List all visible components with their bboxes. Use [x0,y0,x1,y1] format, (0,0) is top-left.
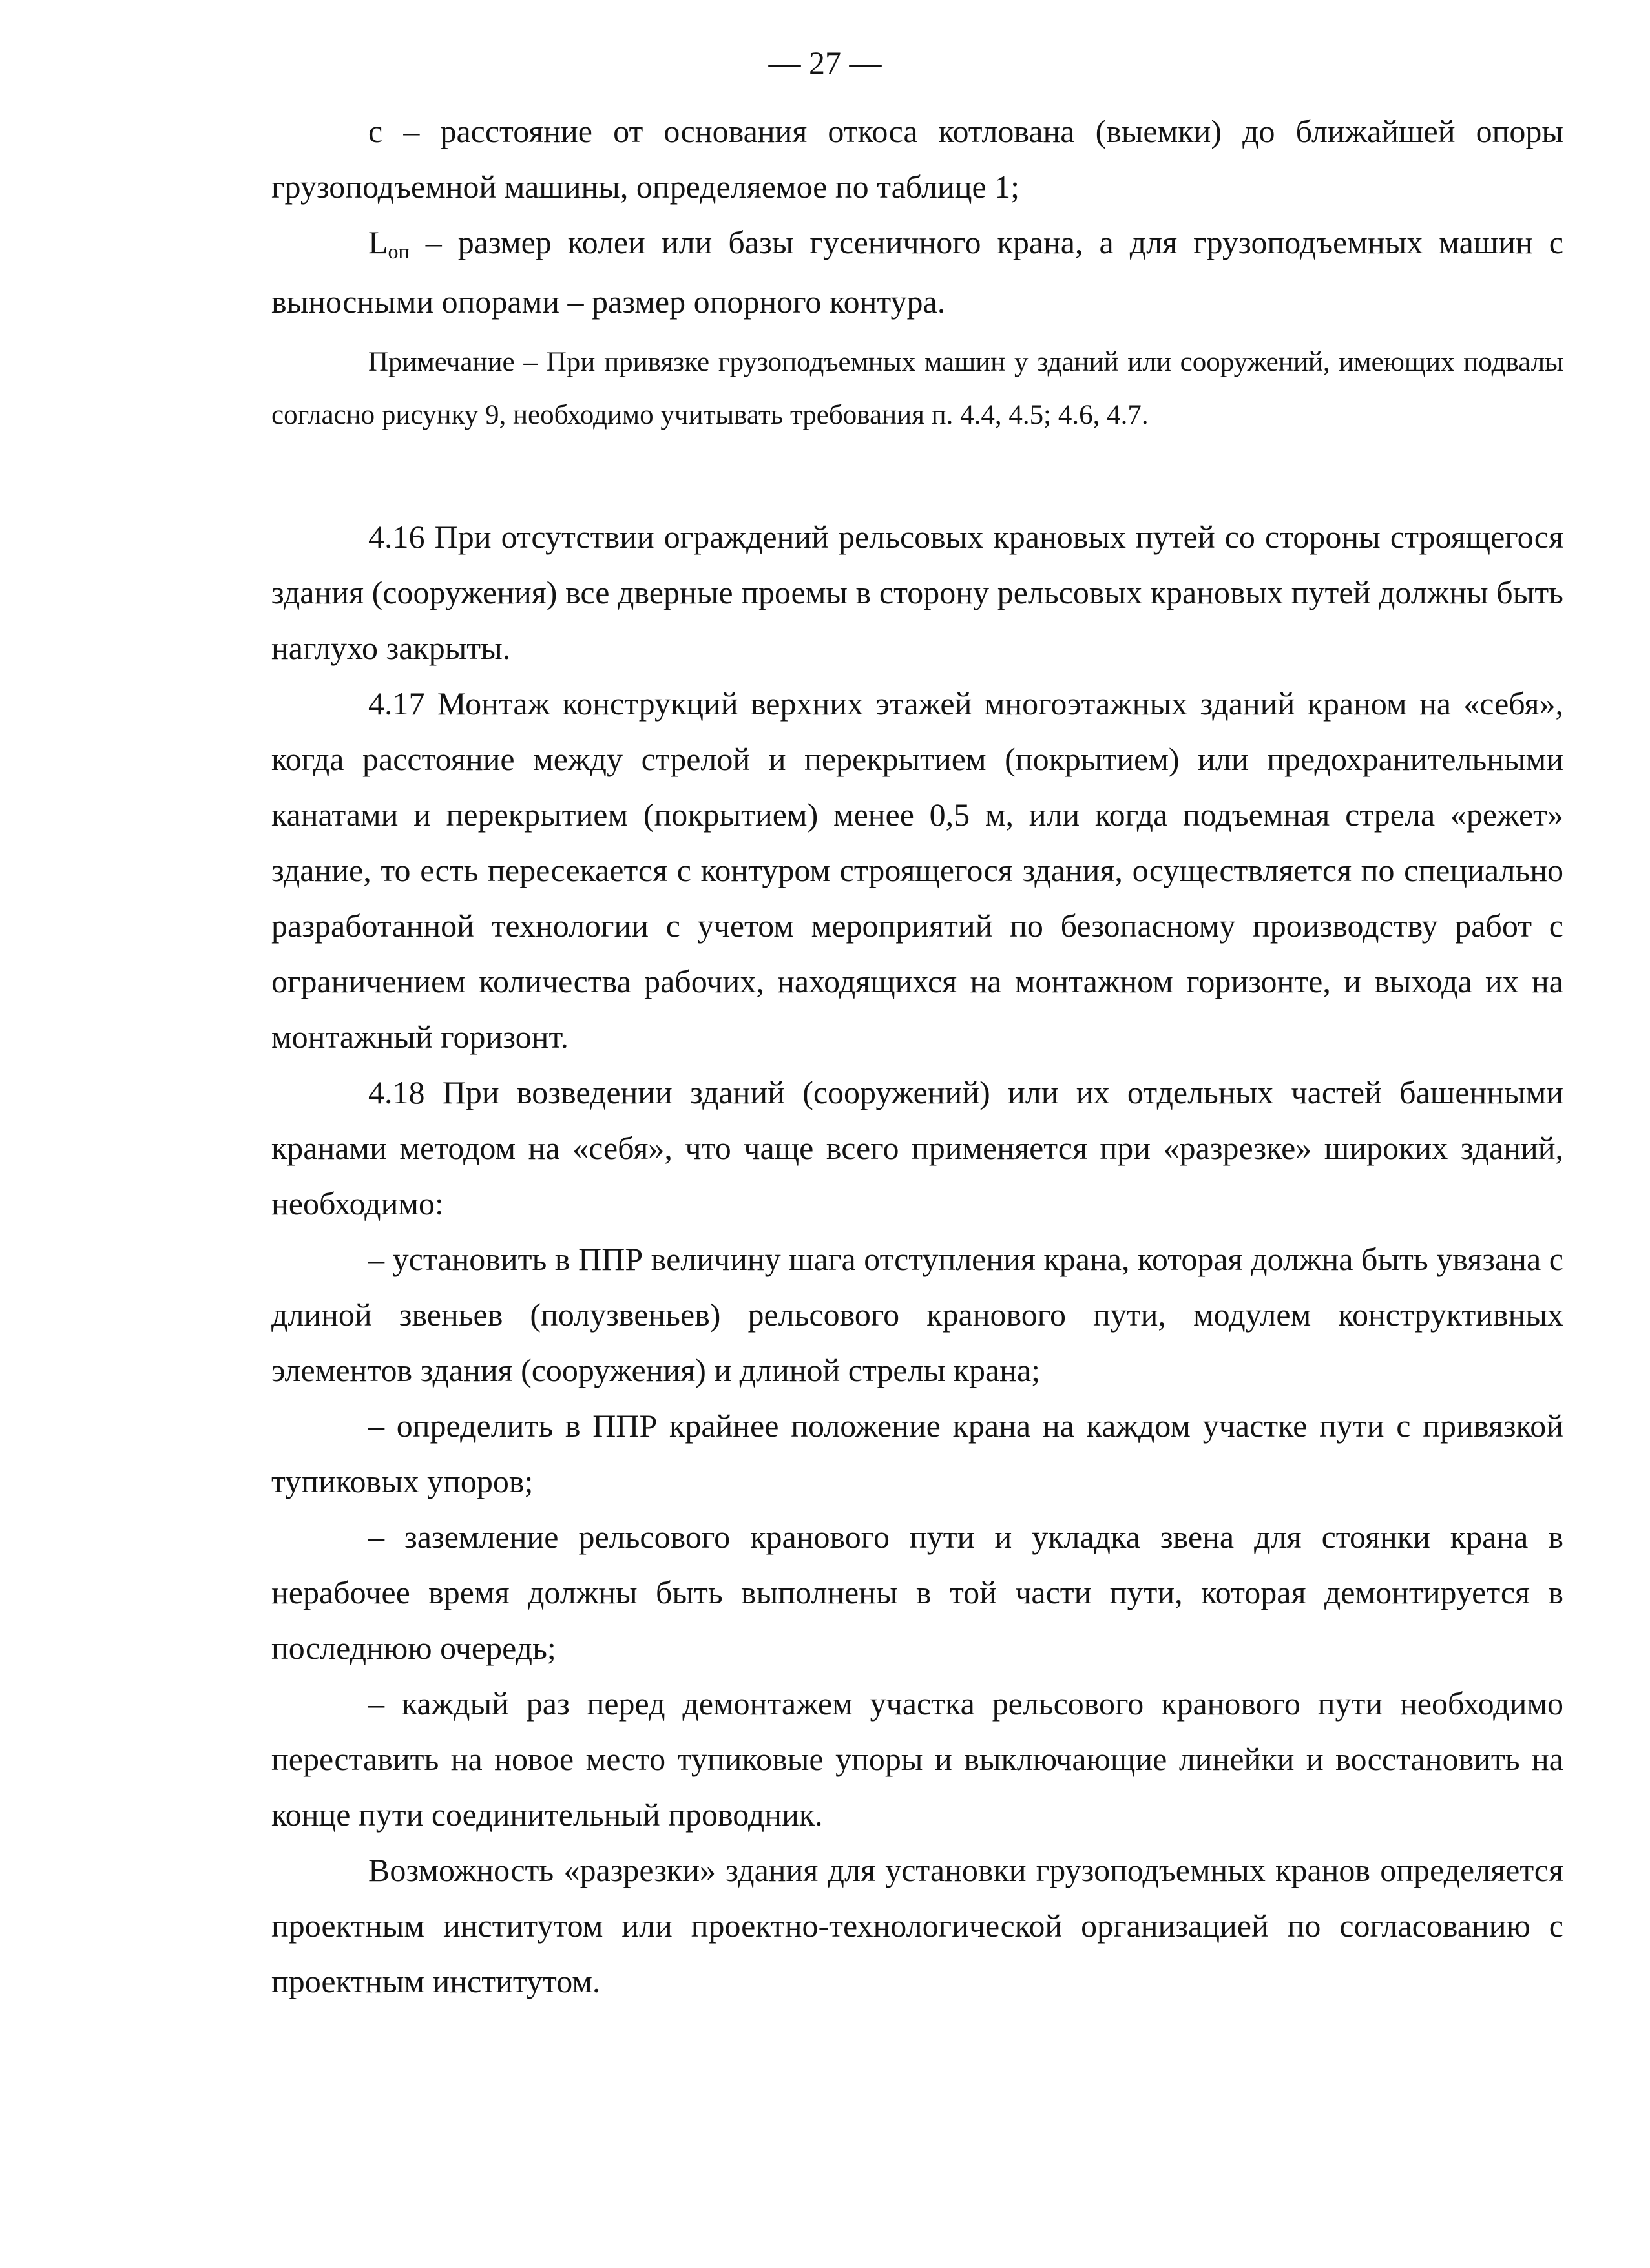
definition-c: с – расстояние от основания откоса котлована (выемки) до ближайшей опоры грузоподъемной машины, определяемое по таблице 1; [271,113,1563,205]
closing-paragraph: Возможность «разрезки» здания для установки грузоподъемных кранов определяется проектным институтом или проектно-технологической организацией по согласованию с проектным институтом. [271,1852,1563,1999]
list-item: – каждый раз перед демонтажем участка рельсового кранового пути необходимо переставить на новое место тупиковые упоры и выключающие линейки и восстановить на конце пути соединительный проводник. [271,1685,1563,1833]
paragraph-4-17: 4.17 Монтаж конструкций верхних этажей многоэтажных зданий краном на «себя», когда расстояние между стрелой и перекрытием (покрытием) или предохранительными канатами и перекрытием (покрытием) менее 0,5 м, или когда подъемная стрела «режет» здание, то есть пересекается с контуром строящегося здания, осуществляется по специально разработанной технологии с учетом мероприятий по безопасному производству работ с ограничением количества рабочих, находящихся на монтажном горизонте, и выхода их на монтажный горизонт. [271,685,1563,1055]
lop-text: – размер колеи или базы гусеничного крана, а для грузоподъемных машин с выносными опорами – размер опорного контура. [271,224,1563,320]
list-item: – установить в ППР величину шага отступления крана, которая должна быть увязана с длиной звеньев (полузвеньев) рельсового кранового пути, модулем конструктивных элементов здания (сооружения) и длиной стрелы крана; [271,1241,1563,1388]
paragraph-4-16: 4.16 При отсутствии ограждений рельсовых крановых путей со стороны строящегося здания (сооружения) все дверные проемы в сторону рельсовых крановых путей должны быть наглухо закрыты. [271,519,1563,666]
lop-subscript: оп [388,240,410,263]
list-item: – заземление рельсового кранового пути и укладка звена для стоянки крана в нерабочее время должны быть выполнены в той части пути, которая демонтируется в последнюю очередь; [271,1519,1563,1666]
note: Примечание – При привязке грузоподъемных машин у зданий или сооружений, имеющих подвалы согласно рисунку 9, необходимо учитывать требования п. 4.4, 4.5; 4.6, 4.7. [271,347,1563,430]
paragraph-4-18: 4.18 При возведении зданий (сооружений) или их отдельных частей башенными кранами методом на «себя», что чаще всего применяется при «разрезке» широких зданий, необходимо: [271,1074,1563,1222]
definition-lop [271,214,1563,329]
lop-symbol: L [368,224,388,260]
list-item: – определить в ППР крайнее положение крана на каждом участке пути с привязкой тупиковых упоров; [271,1408,1563,1499]
page-number: — 27 — [768,45,882,81]
document-body [271,103,1563,2009]
